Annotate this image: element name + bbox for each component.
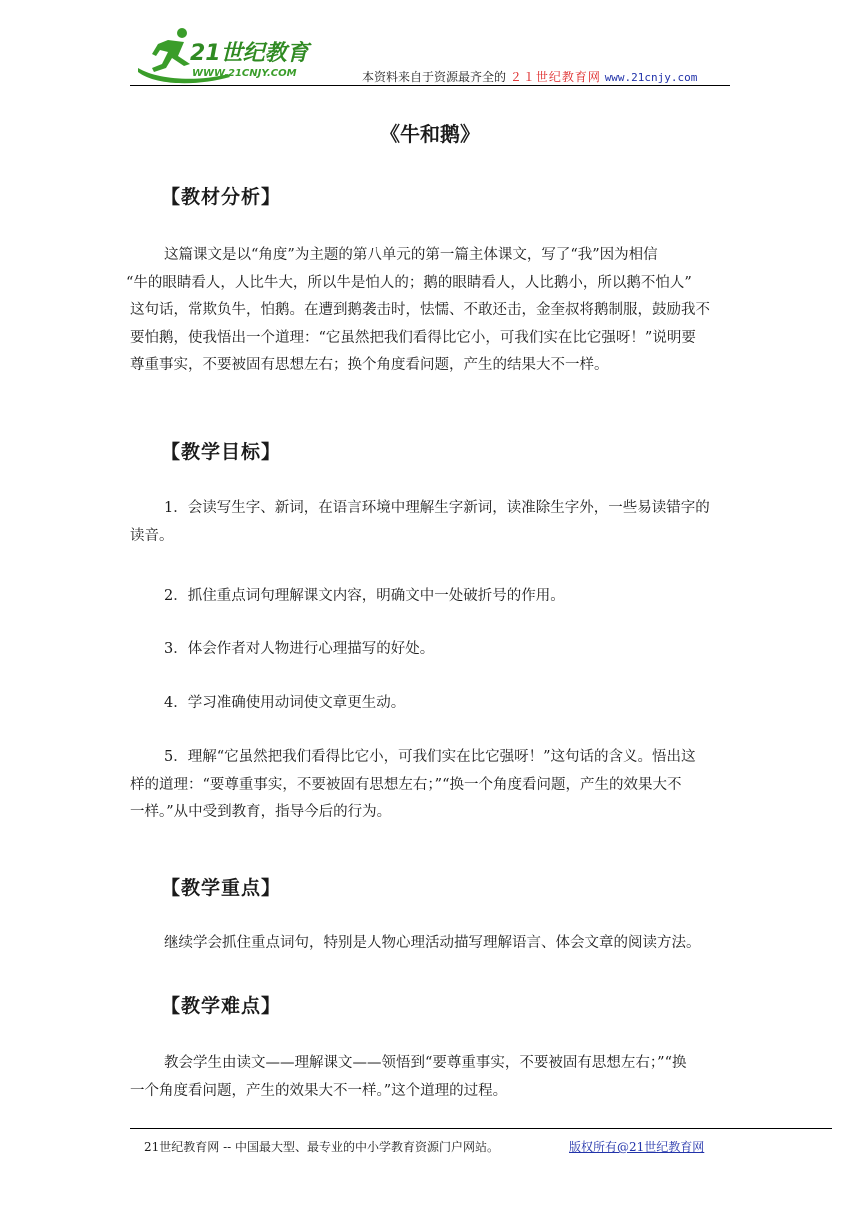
text-line: 要怕鹅，使我悟出一个道理：“它虽然把我们看得比它小，可我们实在比它强呀！”说明要 (130, 329, 696, 346)
header-note-prefix: 本资料来自于资源最齐全的 (362, 70, 507, 84)
header-note (362, 68, 697, 85)
footer-text: 21世纪教育网 -- 中国最大型、最专业的中小学教育资源门户网站。 (144, 1140, 500, 1154)
text-line: 这篇课文是以“角度”为主题的第八单元的第一篇主体课文，写了“我”因为相信 (164, 247, 658, 263)
text-line: 一样。”从中受到教育，指导今后的行为。 (130, 804, 392, 820)
key-paragraph (130, 930, 730, 958)
goal-item-5 (130, 744, 730, 827)
text-line: 1．会读写生字、新词，在语言环境中理解生字新词，读准除生字外，一些易读错字的 (164, 500, 710, 516)
text-line: 样的道理：“要尊重事实，不要被固有思想左右；”“换一个角度看问题，产生的效果大不 (130, 776, 682, 793)
text-line: “牛的眼睛看人，人比牛大，所以牛是怕人的；鹅的眼睛看人，人比鹅小，所以鹅不怕人” (126, 274, 692, 291)
goal-item-3 (130, 636, 730, 664)
header-site-url[interactable]: www.21cnjy.com (604, 71, 698, 84)
site-logo (138, 24, 338, 86)
logo-url: WWW.21CNJY.COM (192, 68, 297, 79)
text-line: 3．体会作者对人物进行心理描写的好处。 (164, 641, 435, 657)
text-line: 一个角度看问题，产生的效果大不一样。”这个道理的过程。 (130, 1082, 508, 1099)
heading-analysis: 【教材分析】 (161, 186, 282, 208)
logo-text: 21世纪教育 (190, 41, 309, 66)
text-line: 教会学生由读文——理解课文——领悟到“要尊重事实，不要被固有思想左右；”“换 (164, 1055, 687, 1071)
heading-difficulty: 【教学难点】 (161, 995, 282, 1017)
text-line: 读音。 (130, 527, 174, 544)
footer-copyright-link[interactable]: 版权所有@21世纪教育网 (569, 1140, 705, 1154)
footer-divider (130, 1128, 832, 1129)
analysis-paragraph (126, 242, 730, 380)
text-line: 5．理解“它虽然把我们看得比它小，可我们实在比它强呀！”这句话的含义。悟出这 (164, 749, 696, 765)
heading-goals: 【教学目标】 (161, 441, 282, 463)
goal-item-2 (130, 583, 730, 611)
page-title: 《牛和鹅》 (380, 122, 480, 146)
text-line: 2．抓住重点词句理解课文内容，明确文中一处破折号的作用。 (164, 588, 565, 604)
heading-key: 【教学重点】 (161, 877, 282, 899)
header-divider (130, 85, 730, 86)
goal-item-4 (130, 690, 730, 718)
difficulty-paragraph (130, 1050, 730, 1105)
text-line: 尊重事实，不要被固有思想左右；换个角度看问题，产生的结果大不一样。 (130, 357, 609, 373)
text-line: 这句话，常欺负牛，怕鹅。在遭到鹅袭击时，怯懦、不敢还击，金奎叔将鹅制服，鼓励我不 (130, 302, 710, 318)
text-line: 4．学习准确使用动词使文章更生动。 (164, 695, 406, 711)
header-site-name[interactable]: ２１世纪教育网 (509, 70, 601, 84)
text-line: 继续学会抓住重点词句，特别是人物心理活动描写理解语言、体会文章的阅读方法。 (164, 935, 701, 951)
goal-item-1 (130, 495, 730, 550)
